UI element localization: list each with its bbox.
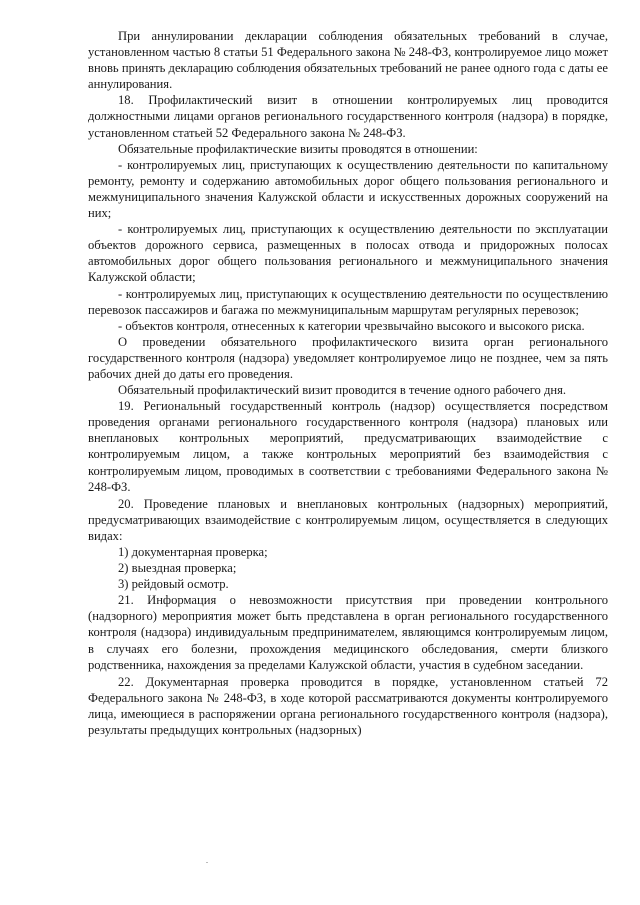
paragraph-notification: О проведении обязательного профилактического визита орган регионального государственного контроля (надзора) уведомляет контролируемое лицо не позднее, чем за пять рабочих дней до даты его проведения.: [88, 334, 608, 381]
bullet-high-risk: - объектов контроля, отнесенных к категории чрезвычайно высокого и высокого риска.: [118, 318, 585, 333]
paragraph-19: 19. Региональный государственный контроль (надзор) осуществляется посредством проведения органами регионального государственного контроля (надзора) плановых или внеплановых контрольных мероприятий, предусматривающих взаимодействие с контролируемым лицом, а также контрольных мероприятий без взаимодействия с контролируемым лицом, проводимых в соответствии с требованиями Федерального закона № 248-ФЗ.: [88, 399, 608, 494]
list-item-documentary-check: 1) документарная проверка;: [118, 545, 268, 559]
paragraph-22: 22. Документарная проверка проводится в порядке, установленном статьей 72 Федерального закона № 248-ФЗ, в ходе которой рассматриваются документы контролируемого лица, имеющиеся в распоряжении органа регионального государственного контроля (надзора), результаты предыдущих контрольных (надзорных): [88, 674, 608, 738]
list-item-field-check: 2) выездная проверка;: [118, 561, 237, 576]
bullet-road-service: - контролируемых лиц, приступающих к осуществлению деятельности по эксплуатации объектов дорожного сервиса, размещенных в полосах отвода и придорожных полосах автомобильных дорог общего пользования регионального и межмуниципального значения Калужской области;: [88, 222, 608, 285]
paragraph-20: 20. Проведение плановых и внеплановых контрольных (надзорных) мероприятий, предусматривающих взаимодействие с контролируемым лицом, осуществляется в следующих видах:: [88, 496, 608, 543]
paragraph-18: 18. Профилактический визит в отношении контролируемых лиц проводится должностными лицами органов регионального государственного контроля (надзора) в порядке, установленном статьей 52 Федерального закона № 248-ФЗ.: [88, 93, 608, 140]
paragraph-visit-duration: Обязательный профилактический визит проводится в течение одного рабочего дня.: [118, 383, 567, 398]
paragraph-21: 21. Информация о невозможности присутствия при проведении контрольного (надзорного) мероприятия может быть представлена в орган регионального государственного контроля (надзора) индивидуальным предпринимателем, являющимся контролируемым лицом, в случаях его болезни, прохождения медицинского обследования, смерти близкого родственника, нахождения за пределами Калужской области, участия в судебном заседании.: [88, 593, 608, 672]
bullet-passenger-transport: - контролируемых лиц, приступающих к осуществлению деятельности по осуществлению перевозок пассажиров и багажа по межмуниципальным маршрутам регулярных перевозок;: [88, 286, 608, 317]
paragraph-annulment: При аннулировании декларации соблюдения обязательных требований в случае, установленном частью 8 статьи 51 Федерального закона № 248-ФЗ, контролируемое лицо может вновь принять декларацию соблюдения обязательных требований не ранее одного года с даты ее аннулирования.: [88, 29, 608, 92]
scan-speck: [206, 862, 208, 863]
list-item-raid-inspection: 3) рейдовый осмотр.: [118, 577, 229, 592]
bullet-road-repair: - контролируемых лиц, приступающих к осуществлению деятельности по капитальному ремонту, ремонту и содержанию автомобильных дорог общего пользования регионального и межмуниципального значения Калужской области и искусственных дорожных сооружений на них;: [88, 157, 608, 221]
paragraph-mandatory-visits: Обязательные профилактические визиты проводятся в отношении:: [118, 141, 478, 156]
